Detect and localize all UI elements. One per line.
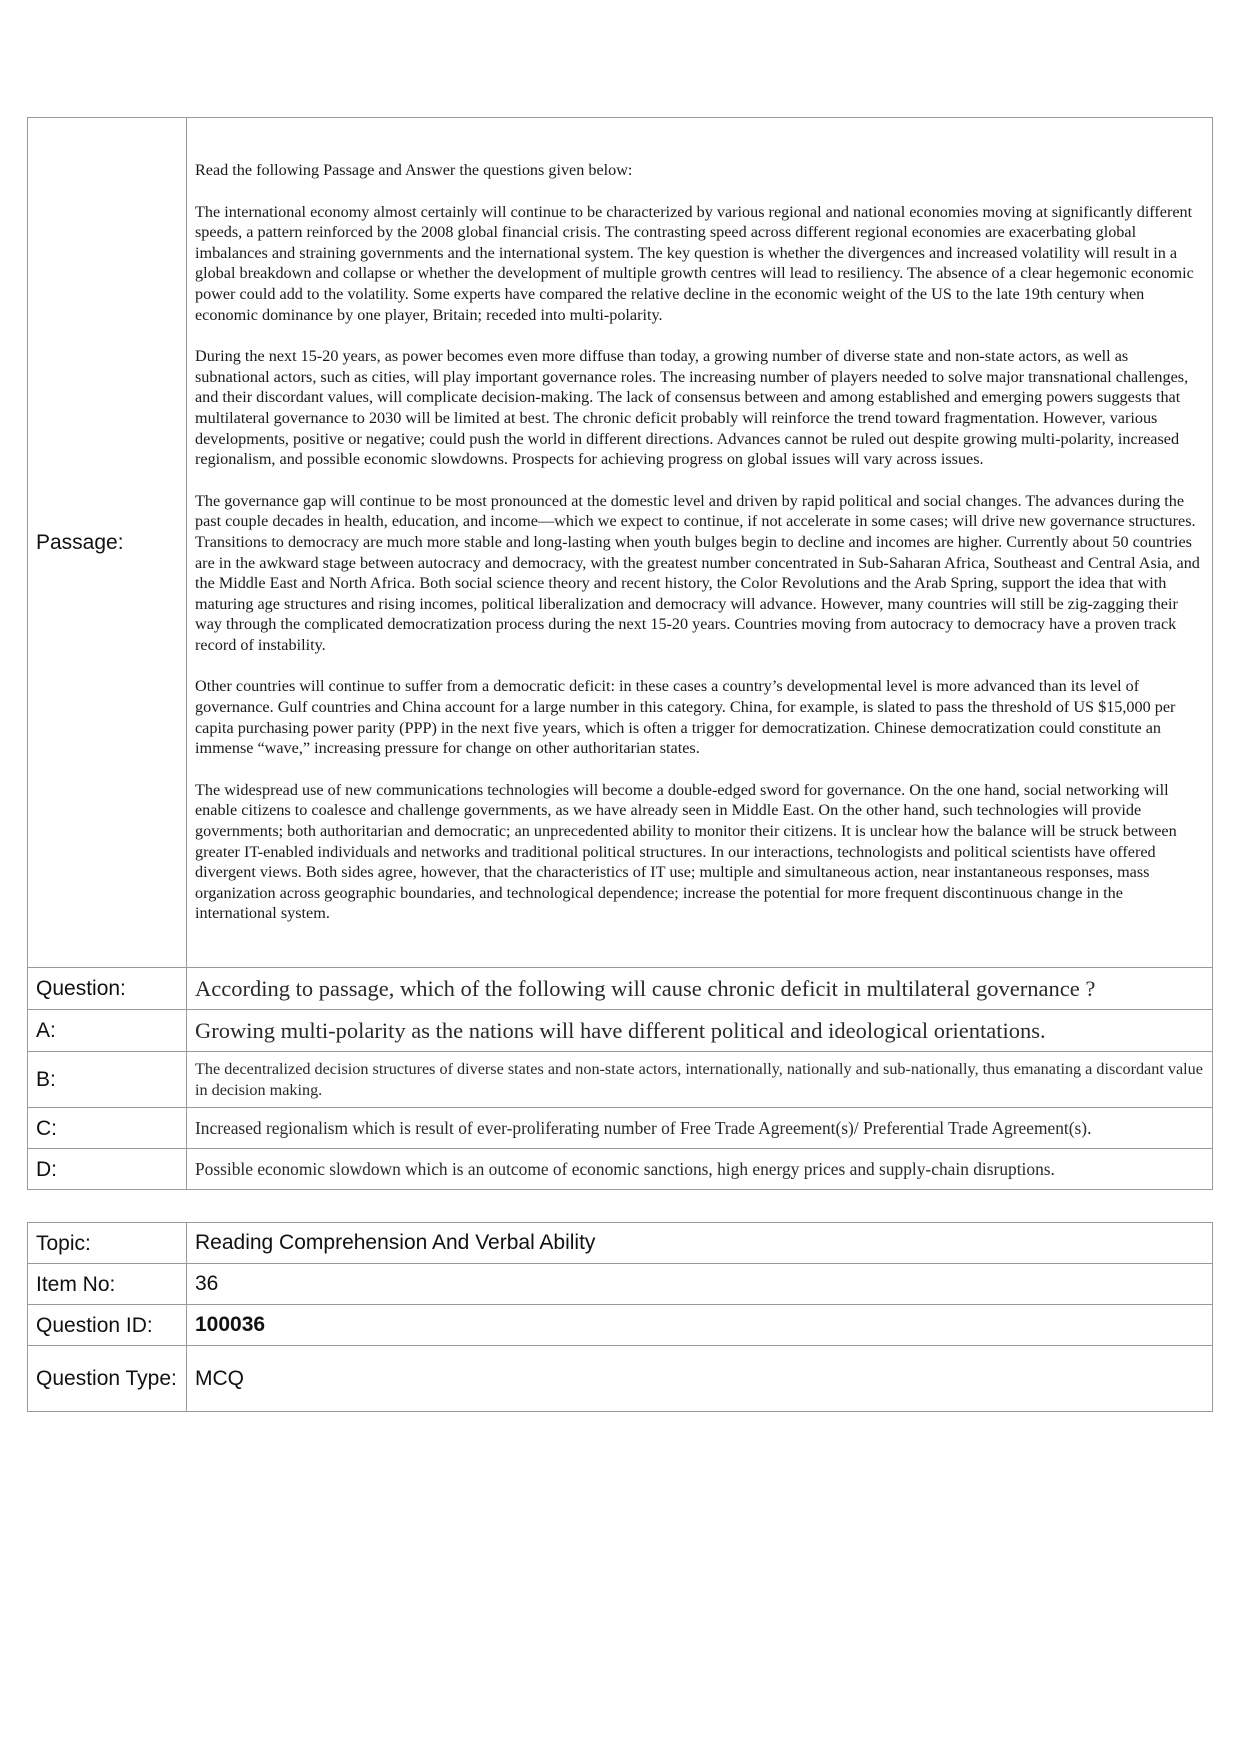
question-type-value: MCQ (187, 1346, 1213, 1412)
metadata-table (27, 1222, 1213, 1412)
topic-label: Topic: (28, 1223, 187, 1264)
passage-paragraph: Other countries will continue to suffer from a democratic deficit: in these cases a country’s developmental level is more advanced than its level of governance. Gulf countries and China account for a large number in this category. China, for example, is slated to pass the threshold of US $15,000 per capita purchasing power parity (PPP) in the next five years, which is often a trigger for democratization. Chinese democratization could constitute an immense “wave,” increasing pressure for change on other authoritarian states. (195, 677, 1176, 758)
option-c-text: Increased regionalism which is result of ever-proliferating number of Free Trade Agreement(s)/ Preferential Trade Agreement(s). (187, 1108, 1213, 1149)
option-row-b (28, 1052, 1213, 1108)
question-id-label: Question ID: (28, 1305, 187, 1346)
passage-label: Passage: (28, 118, 187, 968)
passage-paragraph: The international economy almost certainly will continue to be characterized by various regional and national economies moving at significantly different speeds, a pattern reinforced by the 2008 global financial crisis. The contrasting speed across different regional economies are exacerbating global imbalances and straining governments and the international system. The key question is whether the divergences and increased volatility will result in a global breakdown and collapse or whether the development of multiple growth centres will lead to resiliency. The absence of a clear hegemonic economic power could add to the volatility. Some experts have compared the relative decline in the economic weight of the US to the late 19th century when economic dominance by one player, Britain; receded into multi-polarity. (195, 202, 1194, 324)
question-id-row (28, 1305, 1213, 1346)
question-label: Question: (28, 968, 187, 1010)
question-table (27, 117, 1213, 1190)
option-a-text: Growing multi-polarity as the nations will have different political and ideological orientations. (187, 1010, 1213, 1052)
option-c-label: C: (28, 1108, 187, 1149)
passage-intro: Read the following Passage and Answer the questions given below: (195, 161, 633, 179)
option-a-label: A: (28, 1010, 187, 1052)
option-b-label: B: (28, 1052, 187, 1108)
passage-text (187, 118, 1213, 968)
passage-paragraph: The widespread use of new communications technologies will become a double-edged sword for governance. On the one hand, social networking will enable citizens to coalesce and challenge governments, as we have already seen in Middle East. On the other hand, such technologies will provide governments; both authoritarian and democratic; an unprecedented ability to monitor their citizens. It is unclear how the balance will be struck between greater IT-enabled individuals and networks and traditional political structures. In our interactions, technologists and political scientists have offered divergent views. Both sides agree, however, that the characteristics of IT use; multiple and simultaneous action, near instantaneous responses, mass organization across geographic boundaries, and technological dependence; increase the potential for more frequent discontinuous change in the international system. (195, 780, 1177, 923)
option-row-c (28, 1108, 1213, 1149)
passage-paragraph: During the next 15-20 years, as power becomes even more diffuse than today, a growing number of diverse state and non-state actors, as well as subnational actors, such as cities, will play important governance roles. The increasing number of players needed to solve major transnational challenges, and their discordant values, will complicate decision-making. The lack of consensus between and among established and emerging powers suggests that multilateral governance to 2030 will be limited at best. The chronic deficit probably will reinforce the trend toward fragmentation. However, various developments, positive or negative; could push the world in different directions. Advances cannot be ruled out despite growing multi-polarity, increased regionalism, and possible economic slowdowns. Prospects for achieving progress on global issues will vary across issues. (195, 347, 1189, 469)
passage-row (28, 118, 1213, 968)
question-type-label: Question Type: (28, 1346, 187, 1412)
question-id-value: 100036 (187, 1305, 1213, 1346)
topic-value: Reading Comprehension And Verbal Ability (187, 1223, 1213, 1264)
option-d-text: Possible economic slowdown which is an outcome of economic sanctions, high energy prices and supply-chain disruptions. (187, 1149, 1213, 1190)
item-no-label: Item No: (28, 1264, 187, 1305)
option-row-d (28, 1149, 1213, 1190)
item-no-row (28, 1264, 1213, 1305)
passage-paragraph: The governance gap will continue to be most pronounced at the domestic level and driven by rapid political and social changes. The advances during the past couple decades in health, education, and income—which we expect to continue, if not accelerate in some cases; will drive new governance structures. Transitions to democracy are much more stable and long-lasting when youth bulges begin to decline and incomes are higher. Currently about 50 countries are in the awkward stage between autocracy and democracy, with the greatest number concentrated in Sub-Saharan Africa, Southeast and Central Asia, and the Middle East and North Africa. Both social science theory and recent history, the Color Revolutions and the Arab Spring, support the idea that with maturing age structures and rising incomes, political liberalization and democracy will advance. However, many countries will still be zig-zagging their way through the complicated democratization process during the next 15-20 years. Countries moving from autocracy to democracy have a proven track record of instability. (195, 491, 1200, 654)
option-d-label: D: (28, 1149, 187, 1190)
question-type-row (28, 1346, 1213, 1412)
topic-row (28, 1223, 1213, 1264)
option-row-a (28, 1010, 1213, 1052)
item-no-value: 36 (187, 1264, 1213, 1305)
question-text: According to passage, which of the following will cause chronic deficit in multilateral governance ? (187, 968, 1213, 1010)
option-b-text: The decentralized decision structures of diverse states and non-state actors, internationally, nationally and sub-nationally, thus emanating a discordant value in decision making. (187, 1052, 1213, 1108)
question-row (28, 968, 1213, 1010)
